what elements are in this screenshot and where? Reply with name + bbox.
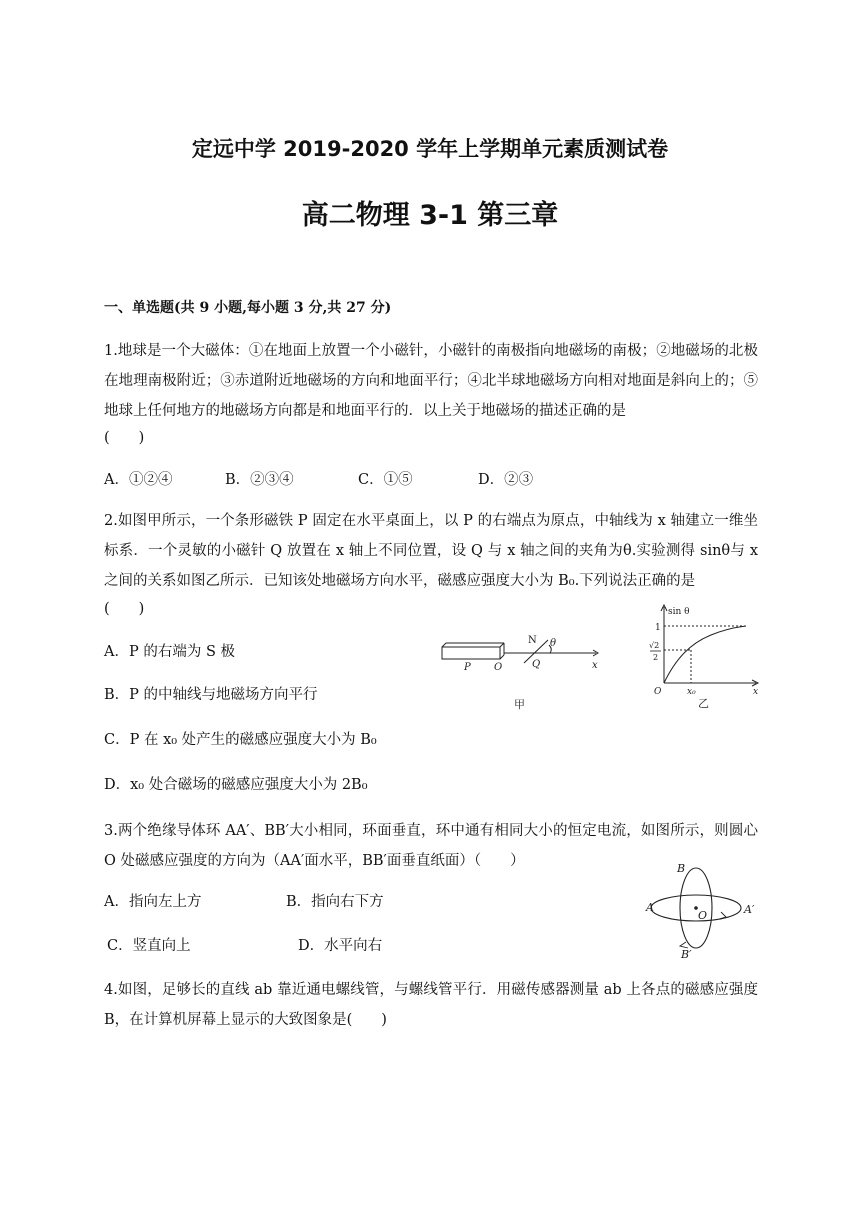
question-2-option-a: A．P 的右端为 S 极 xyxy=(104,644,235,660)
question-3-option-b: B．指向右下方 xyxy=(286,894,384,910)
caption-jia: 甲 xyxy=(514,698,525,711)
figure-yi xyxy=(646,603,764,711)
label-n: N xyxy=(528,635,537,646)
question-2-option-d: D．x₀ 处合磁场的磁感应强度大小为 2B₀ xyxy=(104,777,368,793)
question-3-stem: 3.两个绝缘导体环 AA′、BB′大小相同，环面垂直，环中通有相同大小的恒定电流，如图所示，则圆心 O 处磁感应强度的方向为（AA′面水平，BB′面垂直纸面）（ ） xyxy=(104,823,758,869)
question-1-option-d: D．②③ xyxy=(478,472,534,488)
label-theta: θ xyxy=(550,638,557,649)
figure-jia xyxy=(436,628,616,714)
question-4-stem: 4.如图，足够长的直线 ab 靠近通电螺线管，与螺线管平行．用磁传感器测量 ab 上各点的磁感应强度 B，在计算机屏幕上显示的大致图象是( ) xyxy=(104,982,758,1028)
document-title: 定远中学 2019-2020 学年上学期单元素质测试卷 xyxy=(191,137,669,161)
figure-rings xyxy=(644,858,768,962)
tick-one: 1 xyxy=(655,623,661,633)
label-o: O xyxy=(494,662,503,673)
question-1-blank: ( ) xyxy=(104,430,145,446)
question-3-option-c: C．竖直向上 xyxy=(107,938,191,954)
x0-label: x₀ xyxy=(687,687,696,697)
label-p: P xyxy=(464,662,471,673)
question-2-blank: ( ) xyxy=(104,601,145,617)
tick-2: 2 xyxy=(653,653,659,662)
label-x: x xyxy=(592,660,598,671)
tick-sqrt2: √2 xyxy=(649,641,660,650)
bar-magnet xyxy=(442,647,500,659)
document-subtitle: 高二物理 3-1 第三章 xyxy=(301,200,559,231)
label-a: A xyxy=(646,901,654,914)
label-b-prime: B′ xyxy=(681,948,692,961)
label-q: Q xyxy=(532,659,541,670)
origin-label: O xyxy=(654,687,662,697)
sin-theta-curve xyxy=(664,626,746,683)
question-2-option-b: B．P 的中轴线与地磁场方向平行 xyxy=(104,687,318,703)
x-axis-label: x xyxy=(753,687,759,697)
question-3-option-d: D．水平向右 xyxy=(298,938,383,954)
section-heading: 一、单选题(共 9 小题,每小题 3 分,共 27 分) xyxy=(104,300,392,316)
question-1-option-c: C．①⑤ xyxy=(358,472,413,488)
question-2-stem: 2.如图甲所示，一个条形磁铁 P 固定在水平桌面上，以 P 的右端点为原点，中轴线为 x 轴建立一维坐标系．一个灵敏的小磁针 Q 放置在 x 轴上不同位置，设 Q 与 x 轴之间的夹角为θ.实验测得 sinθ与 x 之间的关系如图乙所示．已知该处地磁场方向水平，磁感应强度大小为 B₀.下列说法正确的是 xyxy=(104,513,758,589)
question-2-option-c: C．P 在 x₀ 处产生的磁感应强度大小为 B₀ xyxy=(104,732,377,748)
question-1-option-a: A．①②④ xyxy=(104,472,173,488)
caption-yi: 乙 xyxy=(698,697,709,710)
label-a-prime: A′ xyxy=(744,903,755,916)
question-3-option-a: A．指向左上方 xyxy=(104,894,202,910)
question-1-stem: 1.地球是一个大磁体：①在地面上放置一个小磁针，小磁针的南极指向地磁场的南极；②地磁场的北极在地理南极附近；③赤道附近地磁场的方向和地面平行；④北半球地磁场方向相对地面是斜向上的；⑤地球上任何地方的地磁场方向都是和地面平行的．以上关于地磁场的描述正确的是 xyxy=(104,343,758,419)
y-axis-label: sin θ xyxy=(668,607,690,617)
label-b: B xyxy=(677,862,686,875)
question-1-option-b: B．②③④ xyxy=(225,472,294,488)
label-o: O xyxy=(698,909,708,922)
